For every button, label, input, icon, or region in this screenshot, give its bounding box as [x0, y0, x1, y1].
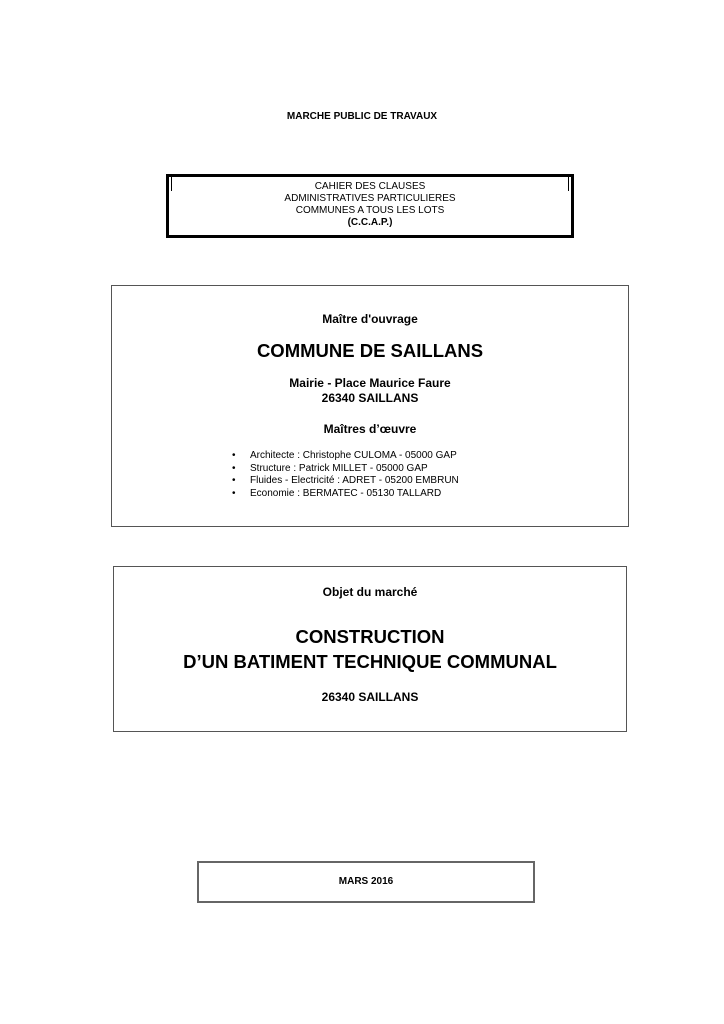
object-title-line: D’UN BATIMENT TECHNIQUE COMMUNAL — [183, 651, 557, 672]
document-header: MARCHE PUBLIC DE TRAVAUX — [286, 111, 438, 122]
owner-label: Maître d'ouvrage — [322, 312, 418, 326]
ccap-abbreviation: (C.C.A.P.) — [347, 217, 393, 228]
moe-list — [232, 450, 459, 500]
list-item-text: Structure : Patrick MILLET - 05000 GAP — [250, 462, 428, 474]
ccap-line: ADMINISTRATIVES PARTICULIERES — [284, 193, 456, 204]
object-title — [114, 624, 626, 674]
list-item-text: Architecte : Christophe CULOMA - 05000 GAP — [250, 450, 457, 461]
object-label: Objet du marché — [322, 585, 418, 599]
list-item — [232, 475, 459, 488]
bullet-icon: • — [232, 450, 236, 461]
box-corner-mark — [568, 177, 569, 191]
list-item — [232, 450, 459, 463]
object-title-line: CONSTRUCTION — [295, 626, 445, 647]
owner-section — [111, 285, 629, 527]
object-section — [113, 566, 627, 732]
list-item-text: Fluides - Electricité : ADRET - 05200 EMBRUN — [250, 475, 459, 486]
ccap-line: COMMUNES A TOUS LES LOTS — [295, 205, 445, 216]
object-place: 26340 SAILLANS — [321, 690, 419, 704]
owner-address — [112, 376, 628, 406]
address-line: Mairie - Place Maurice Faure — [289, 376, 451, 390]
owner-name: COMMUNE DE SAILLANS — [256, 340, 484, 361]
bullet-icon: • — [232, 475, 236, 486]
date-box: MARS 2016 — [197, 861, 535, 903]
ccap-title-box — [166, 174, 574, 238]
list-item — [232, 463, 459, 476]
ccap-line: CAHIER DES CLAUSES — [314, 181, 426, 192]
box-corner-mark — [171, 177, 172, 191]
bullet-icon: • — [232, 487, 236, 499]
bullet-icon: • — [232, 462, 236, 474]
moe-label: Maîtres d’œuvre — [323, 422, 417, 436]
list-item-text: Economie : BERMATEC - 05130 TALLARD — [250, 487, 442, 499]
list-item — [232, 488, 459, 501]
address-line: 26340 SAILLANS — [321, 391, 419, 405]
